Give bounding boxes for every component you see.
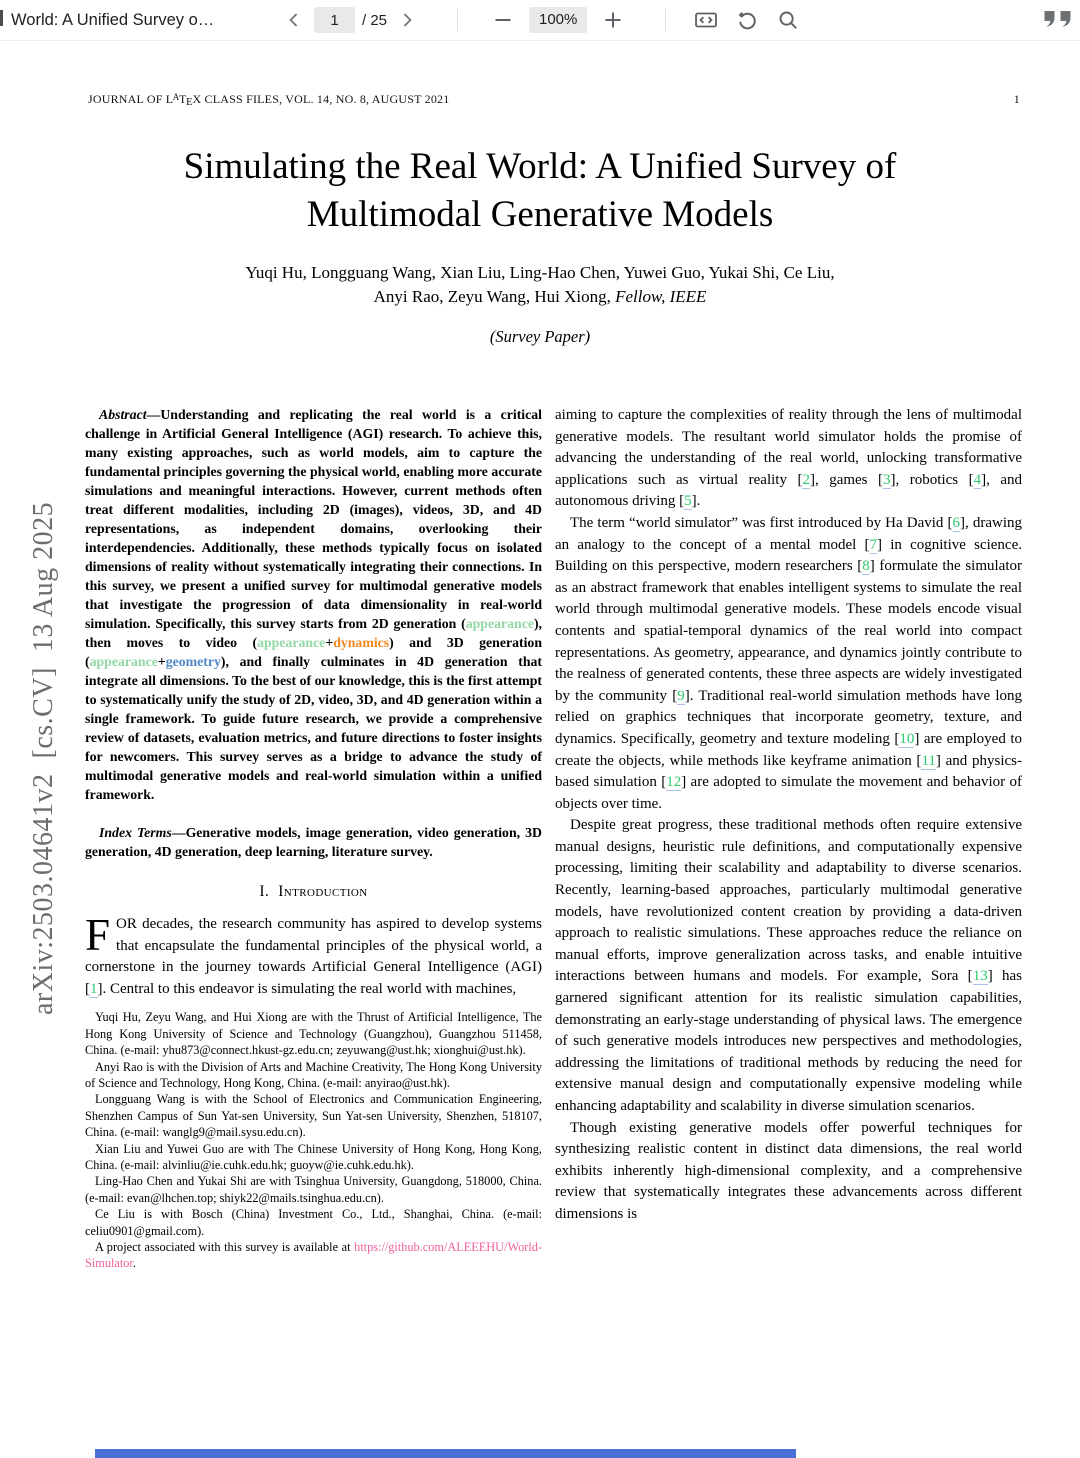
previous-page-button[interactable] — [281, 7, 307, 33]
rotate-button[interactable] — [734, 7, 760, 33]
paragraph: aiming to capture the complexities of reality through the lens of multimodal generative models. The resultant world simulator holds the promise of advancing the understanding of the real world, unlocking transformative applications such as virtual reality [2], games [3], robotics [4], and autonomous driving [5]. — [555, 407, 1023, 510]
arxiv-watermark: arXiv:2503.04641v2 [cs.CV] 13 Aug 2025 — [28, 501, 59, 1016]
paper-title-line2: Multimodal Generative Models — [306, 194, 774, 235]
citation-link[interactable]: 1 — [90, 980, 98, 997]
page-number: 1 — [1013, 92, 1020, 106]
plus-icon — [601, 8, 625, 32]
fit-to-width-icon — [693, 7, 719, 33]
citation-link[interactable]: 4 — [973, 471, 982, 488]
author-list-line2: Anyi Rao, Zeyu Wang, Hui Xiong, Fellow, IEEE — [373, 287, 707, 306]
minus-icon — [491, 8, 515, 32]
page-number-input[interactable] — [314, 7, 355, 33]
citation-link[interactable]: 3 — [883, 471, 891, 488]
chevron-right-icon — [396, 9, 418, 31]
author-list — [73, 261, 1007, 309]
section-heading-introduction: I. Introduction — [259, 883, 368, 900]
intro-paragraph — [85, 910, 542, 1000]
footnote: Anyi Rao is with the Division of Arts and Machine Creativity, The Hong Kong University of Science and Technology, Hong Kong, China. (e-mail: anyirao@ust.hk). — [85, 1059, 542, 1090]
footnote-block — [85, 1009, 542, 1272]
url-link[interactable]: https://github.com/ALEEEHU/World-Simulator — [85, 1240, 542, 1271]
document-title: World: A Unified Survey o… — [11, 11, 215, 29]
footnote: Ling-Hao Chen and Yukai Shi are with Tsinghua University, Guangdong, 518000, China. (e-mail: evan@lhchen.top; shiyk22@mails.tsinghua.edu.cn). — [85, 1174, 542, 1205]
toolbar-tools — [693, 0, 801, 40]
intro-paragraph-text: OR decades, the research community has aspired to develop systems that encapsulate the fundamental principles of the physical world, a cornerstone in the journey towards Artificial General Intelligence (AGI) [1]. Central to this endeavor is simulating the real world with machines, — [85, 916, 542, 997]
drop-cap: F — [85, 910, 111, 960]
author-list-line1: Yuqi Hu, Longguang Wang, Xian Liu, Ling-Hao Chen, Yuwei Guo, Yukai Shi, Ce Liu, — [245, 263, 835, 282]
abstract-paragraph: Abstract—Understanding and replicating the real world is a critical challenge in Artificial General Intelligence (AGI) research. To achieve this, many existing approaches, such as world models, aim to capture the fundamental principles governing the physical world, enabling more accurate simulations and meaningful interactions. However, current methods often treat different modalities, including 2D (images), videos, 3D, and 4D representations, as independent domains, overlooking their interdependencies. Additionally, these methods typically focus on isolated dimensions of reality without systematically integrating their connections. In this survey, we present a unified survey for multimodal generative models that investigate the progression of data dimensionality in real-world simulation. Specifically, this survey starts from 2D generation (appearance), then moves to video (appearance+dynamics) and 3D generation (appearance+geometry), and finally culminates in 4D generation that integrate all dimensions. To the best of our knowledge, this is the first attempt to systematically unify the study of 2D, video, 3D, and 4D generation within a single framework. To guide future research, we provide a comprehensive review of datasets, evaluation metrics, and future directions to foster insights for newcomers. This survey serves as a bridge to advance the study of multimodal generative models and real-world simulation within a unified framework. — [85, 407, 542, 802]
footnote: Longguang Wang is with the School of Electronics and Communication Engineering, Shenzhen Campus of Sun Yat-sen University, Sun Yat-sen University, Shenzhen, 518107, China. (e-mail: wanglg9@mail.sysu.edu.cn). — [85, 1092, 542, 1140]
paragraph: The term “world simulator” was first introduced by Ha David [6], drawing an analogy to the concept of a mental model [7] in cognitive science. Building on this perspective, modern researchers [8] formulate the simulator as an abstract framework that enables intelligent systems to simulate the real world through multimodal generative models. These models encode visual contents and spatial-temporal dynamics of the real world into compact representations. As geometry, appearance, and dynamics jointly contribute to the realness of generated contents, these three aspects are widely investigated by the community [9]. Traditional real-world simulation methods have long relied on graphics techniques that incorporate geometry, texture, and dynamics. Specifically, geometry and texture modeling [10] are employed to create the objects, while methods like keyframe animation [11] and physics-based simulation [12] are adopted to simulate the movement and behavior of objects over time. — [555, 514, 1023, 812]
citation-link[interactable]: 8 — [862, 558, 870, 575]
footnote: Xian Liu and Yuwei Guo are with The Chinese University of Hong Kong, Hong Kong, China. (e-mail: alvinliu@ie.cuhk.edu.hk; guoyw@ie.cuhk.edu.hk). — [85, 1141, 542, 1173]
footnote: Ce Liu is with Bosch (China) Investment Co., Ltd., Shanghai, China. (e-mail: celiu0901@gmail.com). — [85, 1207, 542, 1238]
index-terms-paragraph: Index Terms—Generative models, image generation, video generation, 3D generation, 4D generation, deep learning, literature survey. — [85, 825, 542, 859]
citation-link[interactable]: 2 — [802, 471, 810, 488]
survey-paper-label: (Survey Paper) — [489, 327, 591, 346]
running-header — [88, 92, 1020, 108]
paper-title — [73, 143, 1007, 239]
zoom-in-button[interactable] — [600, 7, 626, 33]
zoom-controls — [490, 0, 626, 40]
rotate-counterclockwise-icon — [735, 8, 760, 33]
citation-link[interactable]: 6 — [952, 514, 960, 531]
chevron-left-icon — [283, 9, 305, 31]
pdf-page — [0, 40, 1080, 1458]
footnote: A project associated with this survey is available at https://github.com/ALEEEHU/World-Simulator. — [85, 1240, 542, 1271]
zoom-out-button[interactable] — [490, 7, 516, 33]
paragraph: Though existing generative models offer powerful techniques for synthesizing realistic content in distinct data dimensions, the real world exhibits inherently high-dimensional complexity, and a comprehensive review that systematically integrates these advancements across different dimensions is — [555, 1119, 1022, 1222]
toolbar-divider — [457, 9, 458, 31]
citation-link[interactable]: 9 — [677, 687, 685, 704]
paragraph: Despite great progress, these traditional methods often require extensive manual designs, heuristic rule definitions, and computationally expensive processing, limiting their scalability and adaptability to diverse scenarios. Recently, learning-based approaches, particularly multimodal generative models, have revolutionized content creation by providing a data-driven approach to realistic simulations. These approaches reduce the reliance on manual efforts, improve generalization across tasks, and enable intuitive interactions between humans and models. For example, Sora [13] has garnered significant attention for its realistic simulation capabilities, demonstrating an early-stage understanding of physical laws. The emergence of such generative models introduces new perspectives and methodologies, addressing the limitations of traditional methods by reducing the need for extensive manual design and computationally expensive modeling while enhancing adaptability and scalability in diverse simulation scenarios. — [555, 817, 1022, 1114]
search-button[interactable] — [775, 7, 801, 33]
toolbar-divider — [665, 9, 666, 31]
page-count-label: / 25 — [362, 11, 388, 29]
left-column — [85, 405, 542, 1272]
journal-header: JOURNAL OF $L^ATEX$ CLASS FILES, VOL. 14, NO. 8, AUGUST 2021 — [88, 92, 450, 108]
footnote: Yuqi Hu, Zeyu Wang, and Hui Xiong are with the Thrust of Artificial Intelligence, The Hong Kong University of Science and Technology (Guangzhou), Guangzhou 511458, China. (e-mail: yhu873@connect.hkust-gz.edu.cn; zeyuwang@ust.hk; xionghui@ust.hk). — [85, 1010, 542, 1058]
page-navigation — [281, 0, 420, 40]
right-column — [555, 405, 1022, 1272]
figure-top-edge — [95, 1449, 796, 1458]
zoom-level[interactable]: 100% — [529, 7, 587, 33]
citation-link[interactable]: 13 — [972, 968, 988, 985]
pdf-toolbar — [0, 0, 1080, 41]
citation-link[interactable]: 11 — [921, 752, 936, 769]
magnifier-icon — [776, 8, 800, 32]
two-column-layout — [85, 405, 1022, 1272]
paper-title-line1: Simulating the Real World: A Unified Survey of — [183, 146, 897, 187]
citation-link[interactable]: 5 — [684, 493, 692, 510]
citation-link[interactable]: 7 — [869, 536, 878, 553]
citation-link[interactable]: 12 — [666, 774, 682, 791]
fit-to-width-button[interactable] — [693, 7, 719, 33]
citation-link[interactable]: 10 — [899, 730, 915, 747]
clipped-title-character — [0, 10, 3, 26]
double-quote-icon[interactable] — [1041, 8, 1075, 34]
next-page-button[interactable] — [394, 7, 420, 33]
